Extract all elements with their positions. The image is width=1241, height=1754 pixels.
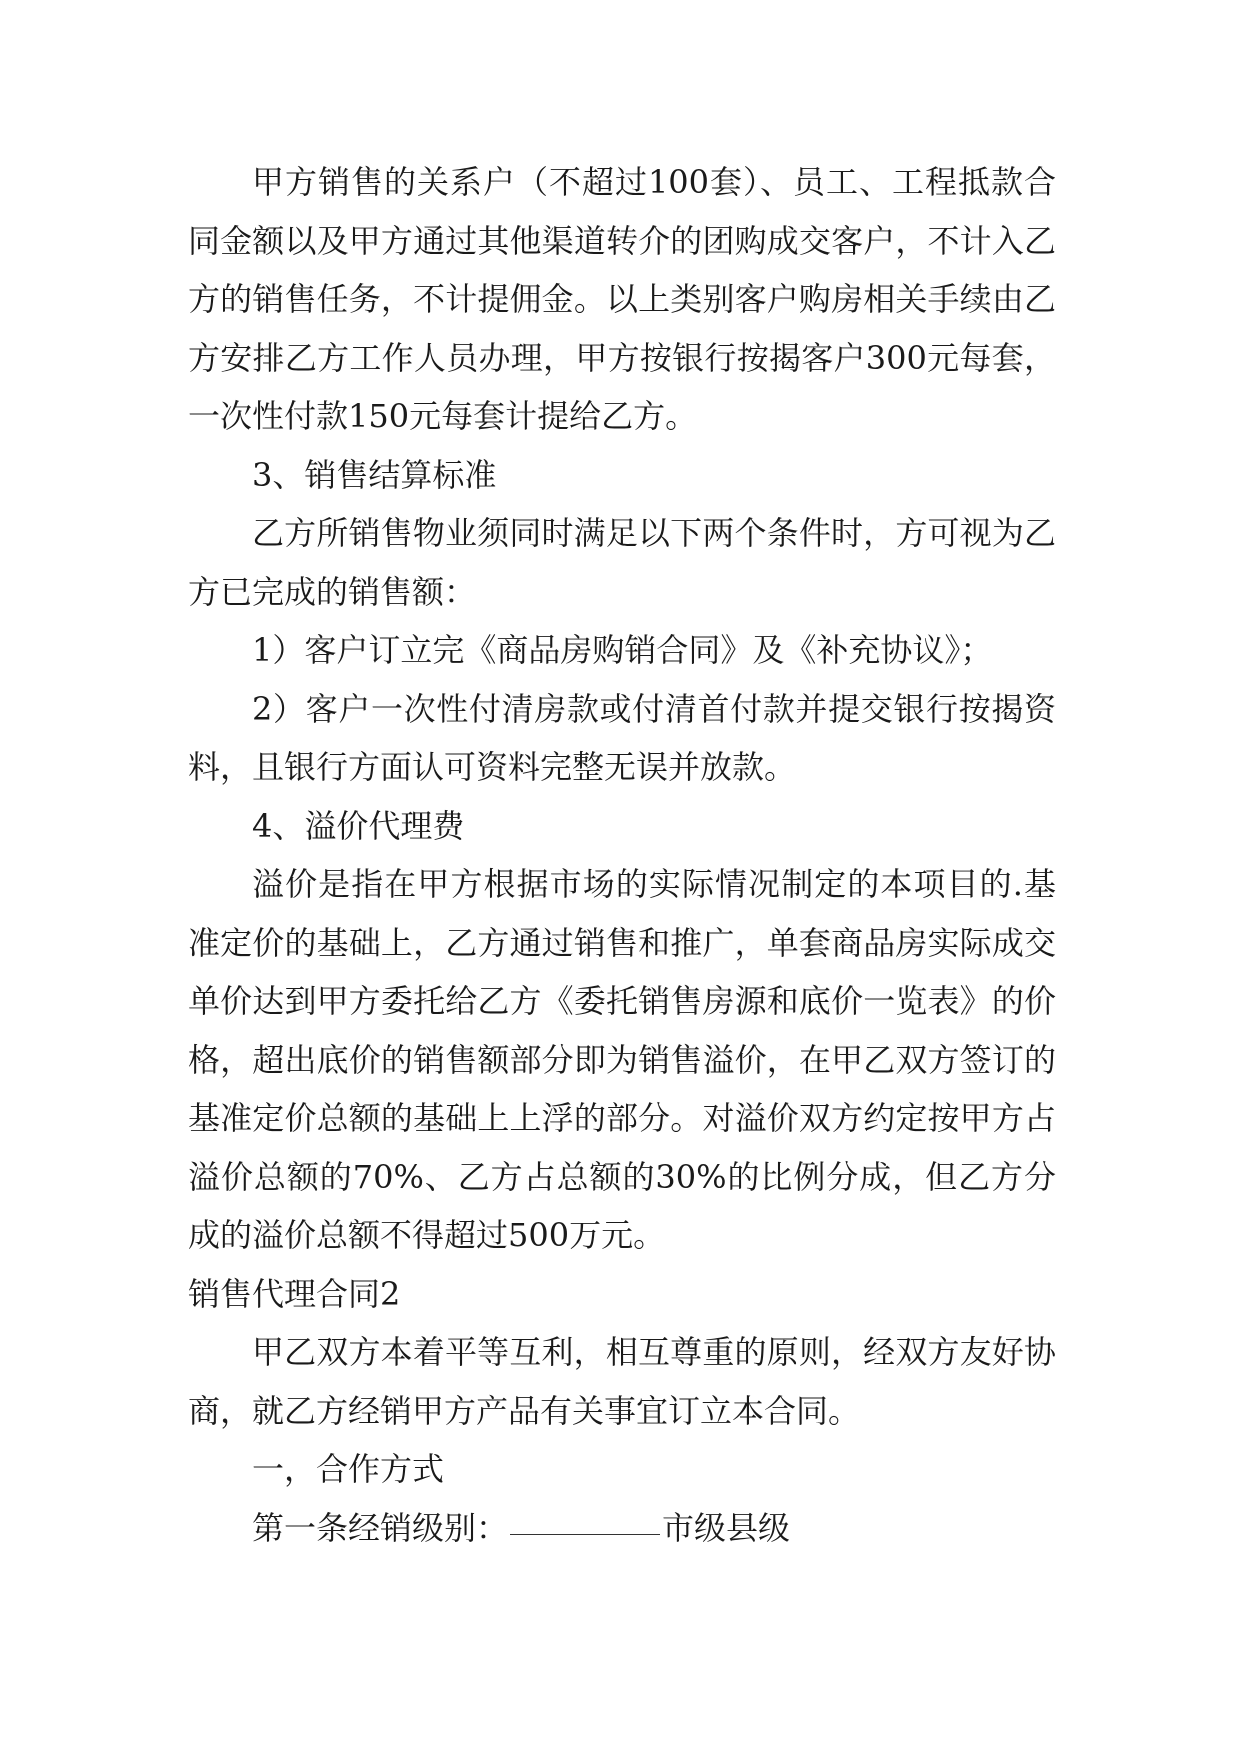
paragraph-premium-definition: 溢价是指在甲方根据市场的实际情况制定的本项目的.基准定价的基础上，乙方通过销售和推广，单套商品房实际成交单价达到甲方委托给乙方《委托销售房源和底价一览表》的价格，超出底价的销售额部分即为销售溢价，在甲乙双方签订的基准定价总额的基础上上浮的部分。对溢价双方约定按甲方占溢价总额的70%、乙方占总额的30%的比例分成，但乙方分成的溢价总额不得超过500万元。 (188, 865, 1056, 1254)
condition-1: 1）客户订立完《商品房购销合同》及《补充协议》； (252, 631, 993, 669)
document-page (188, 153, 1056, 1557)
paragraph-related-customers: 甲方销售的关系户（不超过100套）、员工、工程抵款合同金额以及甲方通过其他渠道转介的团购成交客户，不计入乙方的销售任务，不计提佣金。以上类别客户购房相关手续由乙方安排乙方工作人员办理，甲方按银行按揭客户300元每套，一次性付款150元每套计提给乙方。 (188, 163, 1056, 435)
dealer-level-label: 第一条经销级别： (252, 1508, 509, 1547)
paragraph-settlement-conditions: 乙方所销售物业须同时满足以下两个条件时，方可视为乙方已完成的销售额： (188, 514, 1056, 611)
article-1-dealer-level (188, 1499, 1056, 1558)
contract-2-heading: 销售代理合同2 (188, 1274, 401, 1313)
section-premium-fee: 4、溢价代理费 (252, 806, 465, 845)
section-cooperation-method: 一，合作方式 (252, 1450, 445, 1488)
dealer-level-options: 市级县级 (662, 1508, 791, 1547)
paragraph-contract-2-intro: 甲乙双方本着平等互利，相互尊重的原则，经双方友好协商，就乙方经销甲方产品有关事宜订立本合同。 (188, 1333, 1056, 1430)
condition-2: 2）客户一次性付清房款或付清首付款并提交银行按揭资料，且银行方面认可资料完整无误并放款。 (188, 689, 1056, 786)
section-settlement-standard: 3、销售结算标准 (252, 455, 497, 494)
fill-in-blank (510, 1533, 660, 1535)
